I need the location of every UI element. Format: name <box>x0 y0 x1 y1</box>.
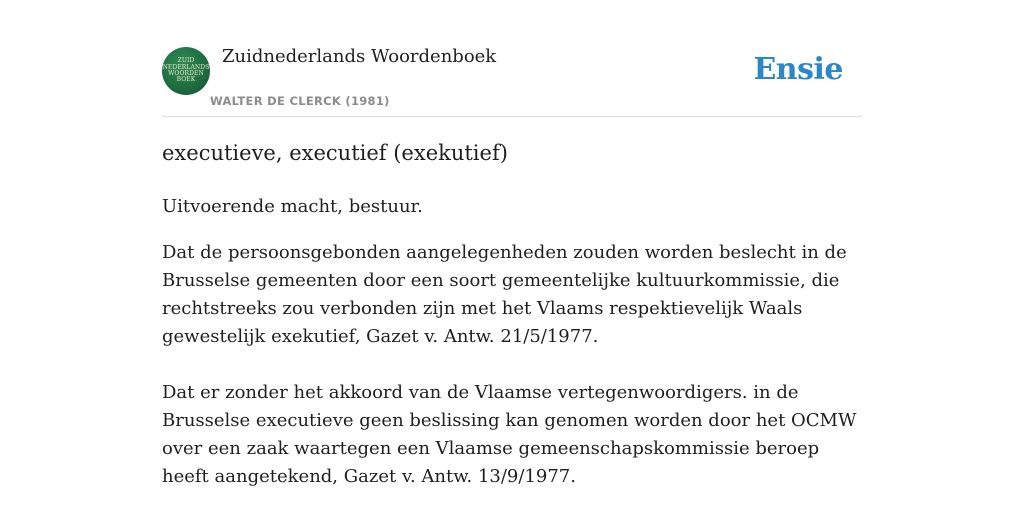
source-logo[interactable] <box>162 47 210 95</box>
entry-definition: Uitvoerende macht, bestuur. <box>162 196 423 217</box>
entry-headword: executieve, executief (exekutief) <box>162 141 508 165</box>
logo-line: ZUID <box>177 57 195 65</box>
card-header <box>162 0 862 117</box>
brand-logo[interactable]: Ensie <box>753 52 843 87</box>
logo-line: WOORDEN <box>168 70 204 77</box>
entry-example: Dat er zonder het akkoord van de Vlaamse vertegenwoordigers. in de Brusselse executieve geen beslissing kan genomen worden door het OCMW over een zaak waartegen een Vlaamse gemeenschapskommissie beroep heeft aangetekend, Gazet v. Antw. 13/9/1977. <box>162 382 857 487</box>
logo-line: NEDERLANDS <box>162 63 210 71</box>
logo-line: BOEK <box>176 76 196 84</box>
entry-example: Dat de persoonsgebonden aangelegenheden zouden worden beslecht in de Brusselse gemeenten door een soort gemeentelijke kultuurkommissie, die rechtstreeks zou verbonden zijn met het Vlaams respektievelijk Waals gewestelijk exekutief, Gazet v. Antw. 21/5/1977. <box>162 242 847 347</box>
source-author: WALTER DE CLERCK (1981) <box>210 94 390 108</box>
dictionary-card <box>162 0 862 487</box>
source-title[interactable]: Zuidnederlands Woordenboek <box>222 46 497 67</box>
